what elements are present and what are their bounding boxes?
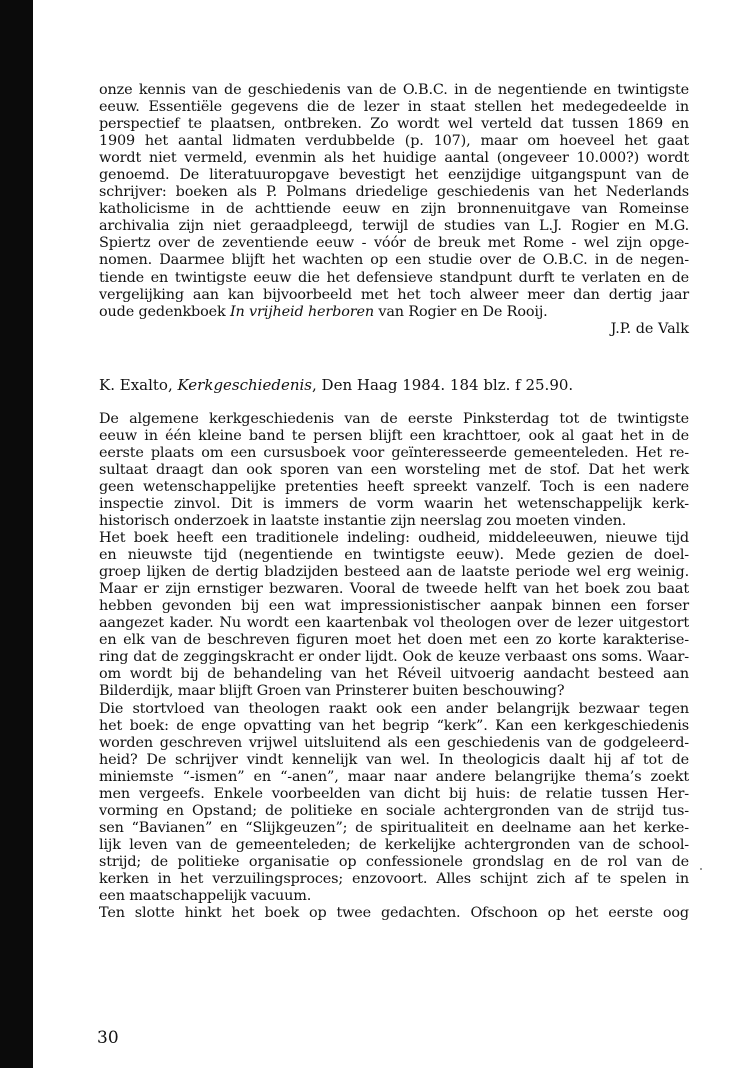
text-line: miniemste “-ismen” en “-anen”, maar naar andere belangrijke thema’s zoekt xyxy=(99,768,689,785)
text-line: aangezet kader. Nu wordt een kaartenbak vol theologen over de lezer uitgestort xyxy=(99,615,689,632)
text-line: sen “Bavianen” en “Slijkgeuzen”; de spiritualiteit en deelname aan het kerke- xyxy=(99,819,689,836)
scan-speck xyxy=(700,868,702,870)
text-line: hebben gevonden bij een wat impressionistischer aanpak binnen een forser xyxy=(99,598,689,615)
review2-paragraph xyxy=(99,905,689,922)
review2-paragraph xyxy=(99,530,689,700)
text-line: eeuw. Essentiële gegevens die de lezer in staat stellen het medegedeelde in xyxy=(99,99,689,116)
text-line: eeuw in één kleine band te persen blijft een krachttoer, ook al gaat het in de xyxy=(99,427,689,444)
text-line: Het boek heeft een traditionele indeling: oudheid, middeleeuwen, nieuwe tijd xyxy=(99,530,689,547)
text-line: vorming en Opstand; de politieke en sociale achtergronden van de strijd tus- xyxy=(99,802,689,819)
text-line: heid? De schrijver vindt kennelijk van wel. In theologicis daalt hij af tot de xyxy=(99,751,689,768)
review2-heading xyxy=(99,377,689,394)
text-line: archivalia zijn niet geraadpleegd, terwijl de studies van L.J. Rogier en M.G. xyxy=(99,218,689,235)
page-content xyxy=(99,82,689,922)
text-line: lijk leven van de gemeenteleden; de kerkelijke achtergronden van de school- xyxy=(99,836,689,853)
text-line: en elk van de beschreven figuren moet het doen met een zo korte karakterise- xyxy=(99,632,689,649)
text-line: onze kennis van de geschiedenis van de O.B.C. in de negentiende en twintigste xyxy=(99,82,689,98)
text-line: men vergeefs. Enkele voorbeelden van dicht bij huis: de relatie tussen Her- xyxy=(99,785,689,802)
review2-author: K. Exalto, xyxy=(99,375,173,394)
text-line: worden geschreven vrijwel uitsluitend als een geschiedenis van de godgeleerd- xyxy=(99,734,689,751)
scan-binding-edge xyxy=(0,0,33,1068)
text-line: en nieuwste tijd (negentiende en twintigste eeuw). Mede gezien de doel- xyxy=(99,547,689,564)
text-line: 1909 het aantal lidmaten verdubbelde (p. 107), maar om hoeveel het gaat xyxy=(99,133,689,150)
text-line: perspectief te plaatsen, ontbreken. Zo wordt wel verteld dat tussen 1869 en xyxy=(99,116,689,133)
review2-body xyxy=(99,411,689,922)
text-line: inspectie zinvol. Dit is immers de vorm waarin het wetenschappelijk kerk- xyxy=(99,495,689,512)
text-line: historisch onderzoek in laatste instantie zijn neerslag zou moeten vinden. xyxy=(99,512,627,529)
text-line: schrijver: boeken als P. Polmans driedelige geschiedenis van het Nederlands xyxy=(99,184,689,201)
text-line: strijd; de politieke organisatie op confessionele grondslag en de rol van de xyxy=(99,853,689,870)
text-line: geen wetenschappelijke pretenties heeft spreekt vanzelf. Toch is een nadere xyxy=(99,478,689,495)
text-line: groep lijken de dertig bladzijden besteed aan de laatste periode wel erg weinig. xyxy=(99,564,689,581)
text-line: De algemene kerkgeschiedenis van de eerste Pinksterdag tot de twintigste xyxy=(99,410,689,427)
review1-book-title: In vrijheid herboren xyxy=(229,303,374,320)
text-line: een maatschappelijk vacuum. xyxy=(99,888,312,905)
text-line: genoemd. De literatuuropgave bevestigt het eenzijdige uitgangspunt van de xyxy=(99,167,689,184)
text-line: Bilderdijk, maar blijft Groen van Prinsterer buiten beschouwing? xyxy=(99,683,565,700)
text-line: sultaat draagt dan ook sporen van een worsteling met de stof. Dat het werk xyxy=(99,461,689,478)
text-line: om wordt bij de behandeling van het Réveil uitvoerig aandacht besteed aan xyxy=(99,666,689,683)
text-line: Ten slotte hinkt het boek op twee gedachten. Ofschoon op het eerste oog xyxy=(99,905,689,922)
review1-paragraph xyxy=(99,82,689,321)
review1-signature: J.P. de Valk xyxy=(610,320,689,337)
text-line: kerken in het verzuilingsproces; enzovoort. Alles schijnt zich af te spelen in xyxy=(99,870,689,887)
text-line: Spiertz over de zeventiende eeuw - vóór de breuk met Rome - wel zijn opge- xyxy=(99,235,689,252)
review2-paragraph xyxy=(99,701,689,906)
text-line: vergelijking aan kan bijvoorbeeld met het toch alweer meer dan dertig jaar xyxy=(99,286,689,303)
review2-paragraph xyxy=(99,411,689,530)
text-line: het boek: de enge opvatting van het begrip “kerk”. Kan een kerkgeschiedenis xyxy=(99,717,689,734)
text-line: wordt niet vermeld, evenmin als het huidige aantal (ongeveer 10.000?) wordt xyxy=(99,150,689,167)
text-line: Maar er zijn ernstiger bezwaren. Vooral de tweede helft van het boek zou baat xyxy=(99,581,689,598)
review2-book-title: Kerkgeschiedenis xyxy=(177,375,312,394)
review1-lines xyxy=(99,82,689,304)
text-line: tiende en twintigste eeuw die het defensieve standpunt durft te verlaten en de xyxy=(99,269,689,286)
page-number: 30 xyxy=(97,1028,119,1048)
review1-last-line xyxy=(99,304,689,321)
review2-publication: , Den Haag 1984. 184 blz. f 25.90. xyxy=(312,375,574,394)
text-line: nomen. Daarmee blijft het wachten op een studie over de O.B.C. in de negen- xyxy=(99,252,689,269)
review1-last-line-prefix: oude gedenkboek xyxy=(99,303,230,320)
text-line: katholicisme in de achttiende eeuw en zijn bronnenuitgave van Romeinse xyxy=(99,201,689,218)
review1-last-line-suffix: van Rogier en De Rooij. xyxy=(373,303,548,320)
text-line: Die stortvloed van theologen raakt ook een ander belangrijk bezwaar tegen xyxy=(99,700,689,717)
text-line: eerste plaats om een cursusboek voor geïnteresseerde gemeenteleden. Het re- xyxy=(99,444,689,461)
text-line: ring dat de zeggingskracht er onder lijdt. Ook de keuze verbaast ons soms. Waar- xyxy=(99,649,689,666)
